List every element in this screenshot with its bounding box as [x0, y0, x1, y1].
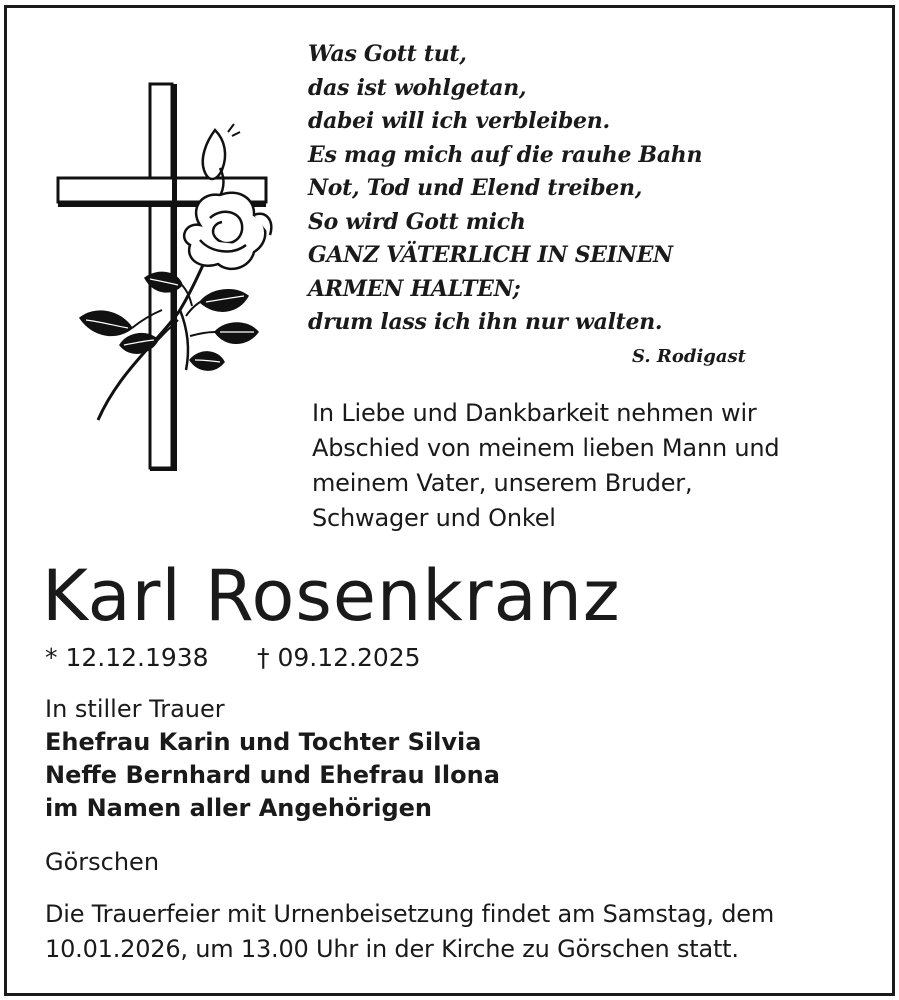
death-date: † 09.12.2025 [257, 643, 421, 672]
intro-line: Schwager und Onkel [312, 504, 556, 532]
service-line: Die Trauerfeier mit Urnenbeisetzung findet am Samstag, dem [45, 900, 775, 928]
poem-line: Es mag mich auf die rauhe Bahn [308, 141, 703, 168]
poem-line: das ist wohlgetan, [308, 74, 527, 101]
poem-line: ARMEN HALTEN; [308, 275, 521, 302]
mourners [45, 693, 500, 825]
place: Görschen [45, 848, 160, 876]
poem-line: dabei will ich verbleiben. [308, 108, 610, 134]
mourners-lead: In stiller Trauer [45, 695, 225, 723]
life-dates [45, 641, 421, 675]
poem-line: Was Gott tut, [308, 41, 467, 67]
poem-line: GANZ VÄTERLICH IN SEINEN [308, 242, 673, 268]
poem [308, 38, 868, 340]
mourner-line: Neffe Bernhard und Ehefrau Ilona [45, 761, 500, 789]
poem-author: S. Rodigast [632, 346, 746, 367]
intro-line: meinem Vater, unserem Bruder, [312, 469, 693, 497]
poem-line: So wird Gott mich [308, 208, 526, 235]
intro-line: In Liebe und Dankbarkeit nehmen wir [312, 399, 757, 427]
intro-text [312, 396, 872, 536]
mourner-line: Ehefrau Karin und Tochter Silvia [45, 728, 482, 756]
service-line: 10.01.2026, um 13.00 Uhr in der Kirche zu Görschen statt. [45, 935, 739, 963]
birth-date: * 12.12.1938 [45, 643, 209, 672]
mourner-line: im Namen aller Angehörigen [45, 794, 433, 822]
cross-with-rose-icon [50, 70, 290, 480]
deceased-name: Karl Rosenkranz [42, 555, 621, 637]
intro-line: Abschied von meinem lieben Mann und [312, 434, 780, 462]
service-info [45, 897, 875, 967]
poem-line: Not, Tod und Elend treiben, [308, 175, 643, 201]
poem-line: drum lass ich ihn nur walten. [308, 309, 663, 335]
